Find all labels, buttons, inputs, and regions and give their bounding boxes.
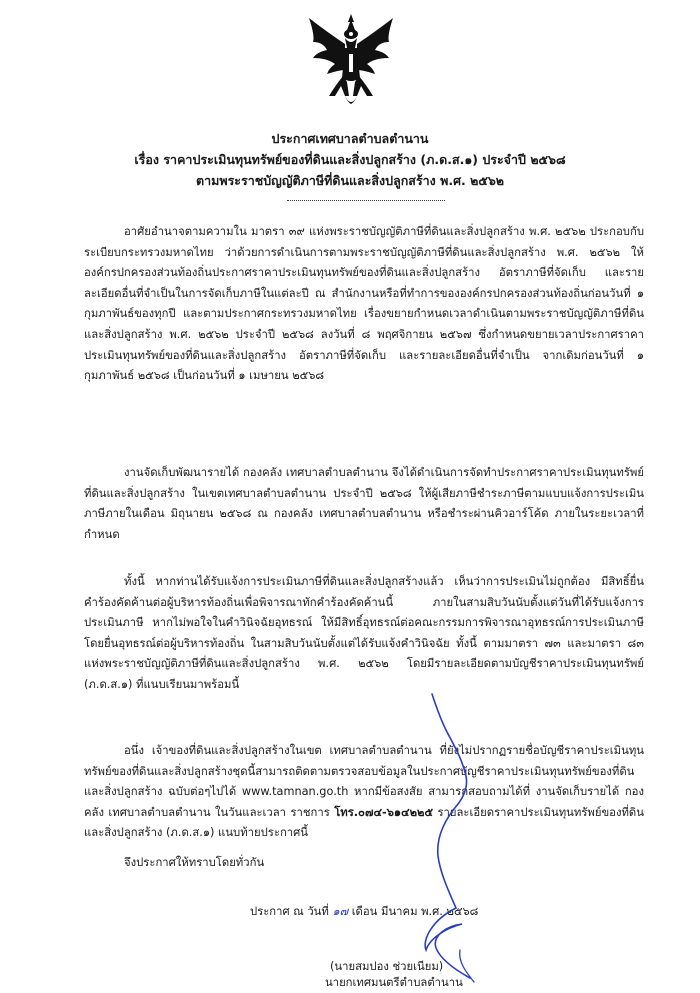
paragraph-appeal: ทั้งนี้ หากท่านได้รับแจ้งการประเมินภาษีที่ดินและสิ่งปลูกสร้างแล้ว เห็นว่าการประเมินไม่ถูกต้อง มีสิทธิ์ยื่นคำร้องคัดค้านต่อผู้บริหารท้องถิ่นเพื่อพิจารณาทักคำร้องคัดค้านนี้ ภายในสามสิบวันนับตั้งแต่วันที่ได้รับแจ้งการประเมินภาษี หากไม่พอใจในคำวินิจฉัยอุทธรณ์ ให้มีสิทธิ์อุทธรณ์ต่อคณะกรรมการพิจารณาอุทธรณ์การประเมินภาษีโดยยื่นอุทธรณ์ต่อผู้บริหารท้องถิ่น ในสามสิบวันนับตั้งแต่ได้รับแจ้งคำวินิจฉัย ทั้งนี้ ตามมาตรา ๗๓ และมาตรา ๘๓ แห่งพระราชบัญญัติภาษีที่ดินและสิ่งปลูกสร้าง พ.ศ. ๒๕๖๒ โดยมีรายละเอียดตามบัญชีราคาประเมินทุนทรัพย์ (ภ.ด.ส.๑) ที่แนบเรียนมาพร้อมนี้ <box>84 575 644 691</box>
signer-name: (นายสมปอง ช่วยเนียม) <box>330 960 444 973</box>
paragraph-contact <box>84 741 644 844</box>
announcement-act-reference: ตามพระราชบัญญัติภาษีที่ดินและสิ่งปลูกสร้าง พ.ศ. ๒๕๖๒ <box>195 173 505 188</box>
announcement-title: ประกาศเทศบาลตำบลตำนาน <box>271 131 429 146</box>
paragraph-closing: จึงประกาศให้ทราบโดยทั่วกัน <box>124 856 265 869</box>
paragraph-authority: อาศัยอำนาจตามความใน มาตรา ๓๙ แห่งพระราชบัญญัติภาษีที่ดินและสิ่งปลูกสร้าง พ.ศ. ๒๕๖๒ ประกอบกับระเบียบกระทรวงมหาดไทย ว่าด้วยการดำเนินการตามพระราชบัญญัติภาษีที่ดินและสิ่งปลูกสร้าง พ.ศ. ๒๕๖๒ ให้องค์กรปกครองส่วนท้องถิ่นประกาศราคาประเมินทุนทรัพย์ของที่ดินและสิ่งปลูกสร้าง อัตราภาษีที่จัดเก็บ และรายละเอียดอื่นที่จำเป็นในการจัดเก็บภาษีในแต่ละปี ณ สำนักงานหรือที่ทำการขององค์กรปกครองส่วนท้องถิ่นก่อนวันที่ ๑ กุมภาพันธ์ของทุกปี และตามประกาศกระทรวงมหาดไทย เรื่องขยายกำหนดเวลาดำเนินตามพระราชบัญญัติภาษีที่ดินและสิ่งปลูกสร้าง พ.ศ. ๒๕๖๒ ประจำปี ๒๕๖๘ ลงวันที่ ๘ พฤศจิกายน ๒๕๖๗ ซึ่งกำหนดขยายเวลาประกาศราคาประเมินทุนทรัพย์ของที่ดินและสิ่งปลูกสร้าง อัตราภาษีที่จัดเก็บ และรายละเอียดอื่นที่จำเป็น จากเดิมก่อนวันที่ ๑ กุมภาพันธ์ ๒๕๖๘ เป็นก่อนวันที่ ๑ เมษายน ๒๕๖๘ <box>84 225 644 383</box>
date-day: ๑๗ <box>332 905 349 918</box>
date-prefix: ประกาศ ณ วันที่ <box>250 905 333 918</box>
signer-title: นายกเทศมนตรีตำบลตำนาน <box>325 976 463 989</box>
dotted-divider <box>287 200 445 201</box>
date-month-year: เดือน มีนาคม พ.ศ. ๒๕๖๘ <box>348 905 479 918</box>
garuda-emblem-icon <box>305 12 397 112</box>
contact-text-end: รายละเอียดราคาประเมินทุนทรัพย์ของที่ดินและสิ่งปลูกสร้าง (ภ.ด.ส.๑) แนบท้ายประกาศนี้ <box>84 805 644 840</box>
contact-phone: โทร.๐๗๔-๖๑๔๒๒๕ <box>334 805 434 819</box>
announcement-date <box>250 902 478 922</box>
contact-text: อนึ่ง เจ้าของที่ดินและสิ่งปลูกสร้างในเขต เทศบาลตำบลตำนาน ที่ยังไม่ปรากฏรายชื่อบัญชีราคาประเมินทุนทรัพย์ของที่ดินและสิ่งปลูกสร้างชุดนี้สามารถติดตามตรวจสอบข้อมูลในประกาศบัญชีราคาประเมินทุนทรัพย์ของที่ดินและสิ่งปลูกสร้าง ฉบับต่อๆไปได้ www.tamnan.go.th หากมีข้อสงสัย สามารถสอบถามได้ที่ งานจัดเก็บรายได้ กองคลัง เทศบาลตำบลตำนาน ในวันและเวลา ราชการ <box>84 744 644 819</box>
paragraph-assessment: งานจัดเก็บพัฒนารายได้ กองคลัง เทศบาลตำบลตำนาน จึงได้ดำเนินการจัดทำประกาศราคาประเมินทุนทรัพย์ที่ดินและสิ่งปลูกสร้าง ในเขตเทศบาลตำบลตำนาน ประจำปี ๒๕๖๘ ให้ผู้เสียภาษีชำระภาษีตามแบบแจ้งการประเมินภาษีภายในเดือน มิถุนายน ๒๕๖๘ ณ กองคลัง เทศบาลตำบลตำนาน หรือชำระผ่านคิวอาร์โค้ด ภายในระยะเวลาที่กำหนด <box>84 466 644 541</box>
announcement-subject: เรื่อง ราคาประเมินทุนทรัพย์ของที่ดินและสิ่งปลูกสร้าง (ภ.ด.ส.๑) ประจำปี ๒๕๖๘ <box>134 152 566 167</box>
